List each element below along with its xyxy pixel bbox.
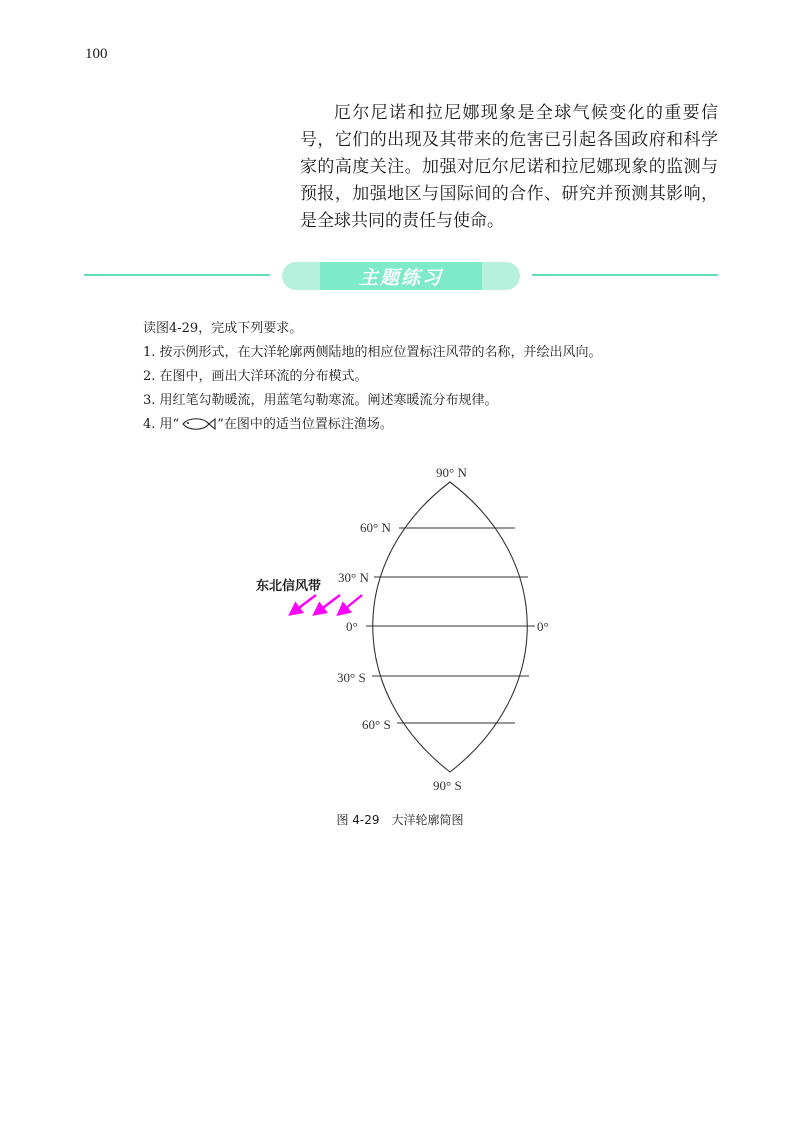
label-equator-right: 0°: [537, 619, 549, 634]
section-title: 主题练习: [358, 266, 443, 289]
fish-icon: [179, 417, 217, 431]
wind-arrow-3: [340, 595, 362, 613]
exercise-item-4-after: ”在图中的适当位置标注渔场。: [217, 417, 393, 432]
wind-arrows: [292, 595, 362, 613]
section-divider-left: [84, 274, 270, 276]
label-60n: 60° N: [360, 520, 391, 535]
ocean-outline-diagram: [250, 460, 580, 800]
intro-paragraph: 厄尔尼诺和拉尼娜现象是全球气候变化的重要信号，它们的出现及其带来的危害已引起各国政府和科学家的高度关注。加强对厄尔尼诺和拉尼娜现象的监测与预报，加强地区与国际间的合作、研究并预测其影响，是全球共同的责任与使命。: [300, 103, 718, 231]
label-60s: 60° S: [362, 717, 391, 732]
label-90n: 90° N: [436, 465, 467, 480]
label-30s: 30° S: [337, 670, 366, 685]
section-divider-right: [532, 274, 718, 276]
exercise-item-2: 2. 在图中，画出大洋环流的分布模式。: [143, 369, 368, 384]
caption-title: 大洋轮廓简图: [391, 813, 464, 827]
exercise-block: [143, 318, 723, 436]
caption-number: 图 4-29: [336, 813, 380, 827]
exercise-item-3: 3. 用红笔勾勒暖流，用蓝笔勾勒寒流。阐述寒暖流分布规律。: [143, 393, 498, 408]
wind-arrow-2: [316, 595, 340, 613]
label-equator-left: 0°: [346, 619, 358, 634]
section-title-pill-inner: [320, 262, 482, 290]
exercise-prompt: 读图4-29，完成下列要求。: [143, 321, 303, 336]
ocean-outline: [373, 482, 528, 772]
exercise-item-4: [143, 414, 723, 436]
exercise-item-4-before: 4. 用“: [143, 417, 180, 432]
label-30n: 30° N: [338, 570, 369, 585]
figure-caption: [0, 811, 800, 828]
latitude-lines: [366, 528, 535, 723]
page-number: 100: [85, 46, 108, 62]
wind-belt-label: 东北信风带: [256, 579, 322, 594]
wind-arrow-1: [292, 595, 316, 613]
label-90s: 90° S: [433, 778, 462, 793]
exercise-item-1: 1. 按示例形式，在大洋轮廓两侧陆地的相应位置标注风带的名称，并绘出风向。: [143, 345, 602, 360]
section-title-pill: [282, 262, 520, 290]
section-header: [84, 262, 718, 290]
